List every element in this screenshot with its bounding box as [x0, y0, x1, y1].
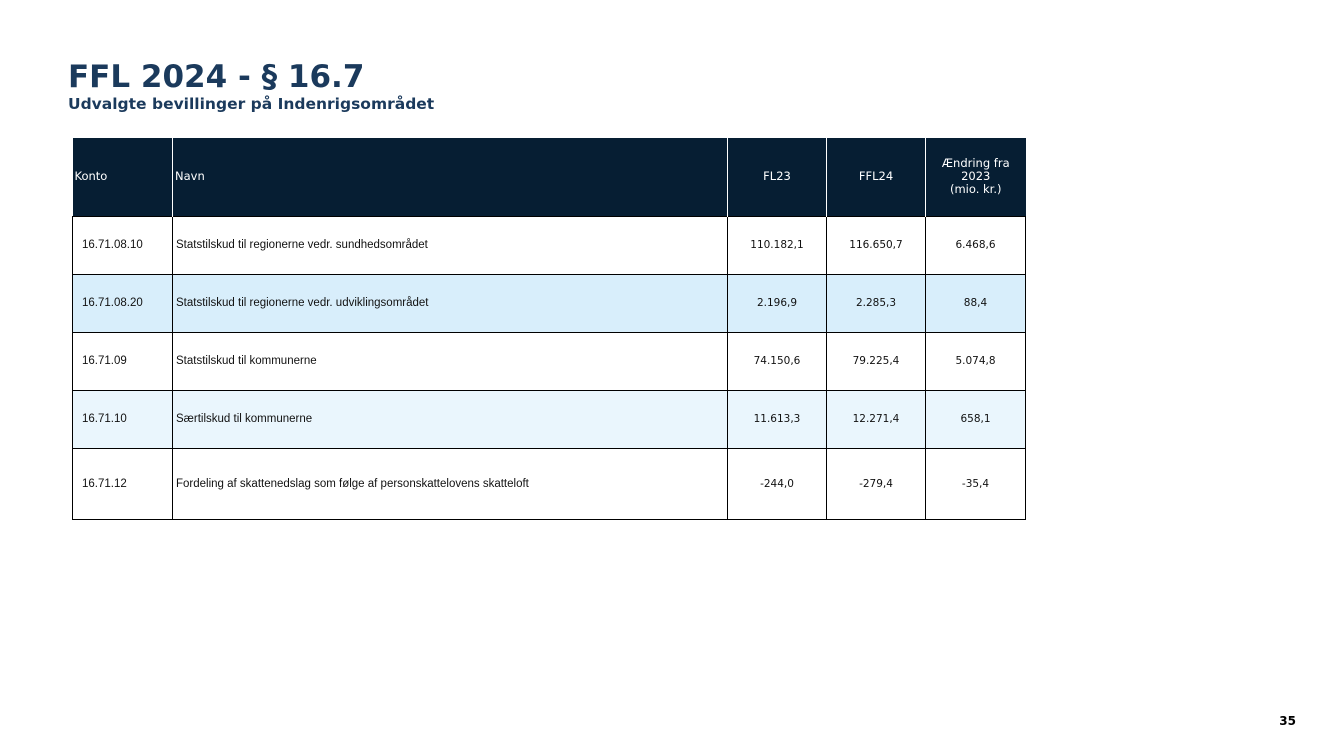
column-header-aendring-line1: Ændring fra 2023	[941, 156, 1010, 184]
cell-konto: 16.71.12	[73, 448, 173, 519]
cell-ffl24: 79.225,4	[827, 332, 926, 390]
cell-fl23: -244,0	[728, 448, 827, 519]
slide-subtitle: Udvalgte bevillinger på Indenrigsområdet	[68, 95, 435, 113]
table-row	[73, 274, 1026, 332]
table-row	[73, 448, 1026, 519]
cell-aendring: -35,4	[926, 448, 1026, 519]
table-row	[73, 390, 1026, 448]
column-header-ffl24: FFL24	[827, 138, 926, 216]
cell-ffl24: 116.650,7	[827, 216, 926, 274]
cell-aendring: 88,4	[926, 274, 1026, 332]
table-header-row	[73, 138, 1026, 216]
cell-konto: 16.71.08.20	[73, 274, 173, 332]
cell-aendring: 6.468,6	[926, 216, 1026, 274]
column-header-navn: Navn	[173, 138, 728, 216]
cell-fl23: 74.150,6	[728, 332, 827, 390]
column-header-aendring-line2: (mio. kr.)	[949, 182, 1002, 197]
cell-ffl24: 12.271,4	[827, 390, 926, 448]
cell-konto: 16.71.08.10	[73, 216, 173, 274]
column-header-konto: Konto	[73, 138, 173, 216]
slide-title: FFL 2024 - § 16.7	[68, 59, 365, 95]
cell-konto: 16.71.10	[73, 390, 173, 448]
cell-fl23: 2.196,9	[728, 274, 827, 332]
cell-navn: Statstilskud til regionerne vedr. sundhedsområdet	[173, 216, 728, 274]
cell-fl23: 110.182,1	[728, 216, 827, 274]
column-header-aendring	[926, 138, 1026, 216]
table-row	[73, 216, 1026, 274]
column-header-fl23: FL23	[728, 138, 827, 216]
cell-konto: 16.71.09	[73, 332, 173, 390]
cell-aendring: 658,1	[926, 390, 1026, 448]
cell-ffl24: 2.285,3	[827, 274, 926, 332]
budget-table	[72, 138, 1026, 520]
cell-navn: Statstilskud til regionerne vedr. udviklingsområdet	[173, 274, 728, 332]
cell-navn: Særtilskud til kommunerne	[173, 390, 728, 448]
cell-fl23: 11.613,3	[728, 390, 827, 448]
cell-ffl24: -279,4	[827, 448, 926, 519]
cell-navn: Fordeling af skattenedslag som følge af personskattelovens skatteloft	[173, 448, 728, 519]
cell-navn: Statstilskud til kommunerne	[173, 332, 728, 390]
cell-aendring: 5.074,8	[926, 332, 1026, 390]
table-row	[73, 332, 1026, 390]
page-number: 35	[1279, 714, 1296, 728]
